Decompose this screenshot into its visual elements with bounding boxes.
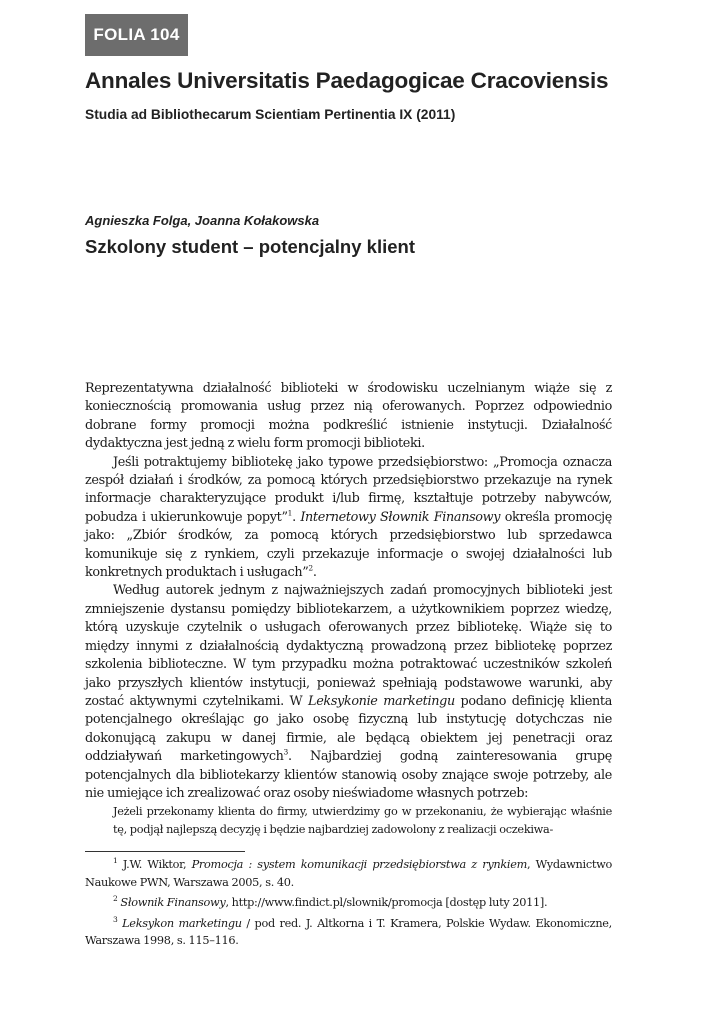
footnote-1 [85,856,612,891]
footnote-ref-1: 1 [287,508,293,518]
paragraph-3-text-c: . Najbardziej godną zainteresowania grupę potencjalnych dla bibliotekarzy klientów stanowią osoby znające swoje potrzeby, ale nie umiejące ich zrealizować oraz osoby nieświadome własnych potrzeb: [85,749,613,801]
paragraph-2 [85,454,612,583]
footnote-ref-2: 2 [308,563,313,573]
footnote-ref-3: 3 [283,747,288,757]
paragraph-3 [85,582,612,803]
footnote-1-number: 1 [113,856,118,866]
paragraph-2-italic: Internetowy Słownik Finansowy [300,509,501,525]
paragraph-2-text-b: . [292,509,301,525]
paragraph-2-text-c: określa promocję jako: „Zbiór środków, za pomocą których przedsiębiorstwo lub sprzedawca komunikuje się z rynkiem, czyli przekazuje informacje o swojej działalności lub konkretnych produktach i usługach” [85,509,612,581]
paragraph-2-text-a: Jeśli potraktujemy bibliotekę jako typowe przedsiębiorstwo: „Promocja oznacza zespół działań i środków, za pomocą których przedsiębiorstwo przekazuje na rynek informacje charakteryzujące produkt i/lub firmę, kształtuje potrzeby nabywców, pobudza i ukierunkowuje popyt” [85,454,612,525]
footnote-1-text-a: J.W. Wiktor, [117,858,192,871]
footnote-divider [85,851,245,852]
footnote-2-italic: Słownik Finansowy [120,896,226,909]
article-authors: Agnieszka Folga, Joanna Kołakowska [85,213,320,228]
paragraph-3-italic: Leksykonie marketingu [308,693,455,709]
footnote-2 [85,894,612,912]
folia-badge: FOLIA 104 [85,14,188,56]
footnote-3-italic: Leksykon marketingu [122,916,242,930]
footnote-2-number: 2 [113,894,118,904]
footnote-2-text-b: , http://www.findict.pl/slownik/promocja [dostęp luty 2011]. [225,896,548,909]
footnote-3 [85,915,612,950]
article-body [85,380,612,803]
footnote-1-text-b: , Wydawnictwo Naukowe PWN, Warszawa 2005, s. 40. [85,858,612,889]
paragraph-3-text-b: podano definicję klienta potencjalnego określając go jako osobę fizyczną lub instytucję dotychczas nie dokonującą zakupu w danej firmie, ale będącą obiektem jej penetracji oraz oddziaływań marketingowych [85,693,613,765]
journal-subtitle: Studia ad Bibliothecarum Scientiam Pertinentia IX (2011) [85,107,456,122]
footnotes [85,856,612,953]
footnote-3-number: 3 [113,914,118,924]
article-title: Szkolony student – potencjalny klient [85,236,415,257]
block-quote: Jeżeli przekonamy klienta do firmy, utwierdzimy go w przekonaniu, że wybierając właśnie tę, podjął najlepszą decyzję i będzie najbardziej zadowolony z realizacji oczekiwa- [113,805,612,836]
footnote-3-text-b: / pod red. J. Altkorna i T. Kramera, Polskie Wydaw. Ekonomiczne, Warszawa 1998, s. 115–116. [85,916,612,947]
journal-title: Annales Universitatis Paedagogicae Cracoviensis [85,68,609,93]
paragraph-1: Reprezentatywna działalność biblioteki w środowisku uczelnianym wiąże się z koniecznością promowania usług przez nią oferowanych. Poprzez odpowiednio dobrane formy promocji można podkreślić istnienie instytucji. Działalność dydaktyczna jest jedną z wielu form promocji biblioteki. [85,381,612,452]
paragraph-3-text-a: Według autorek jednym z najważniejszych zadań promocyjnych biblioteki jest zmniejszenie dystansu pomiędzy bibliotekarzem, a użytkownikiem poprzez wiedzę, którą uzyskuje czytelnik o usługach oferowanych przez bibliotekę. Wiąże się to między innymi z działalnością dydaktyczną prowadzoną przez bibliotekę poprzez szkolenia biblioteczne. W tym przypadku można potraktować uczestników szkoleń jako przyszłych klientów instytucji, ponieważ spełniają podstawowe warunki, aby zostać aktywnymi czytelnikami. W [85,583,612,709]
paragraph-2-text-d: . [312,565,317,581]
footnote-1-italic: Promocja : system komunikacji przedsiębiorstwa z rynkiem [191,858,528,871]
